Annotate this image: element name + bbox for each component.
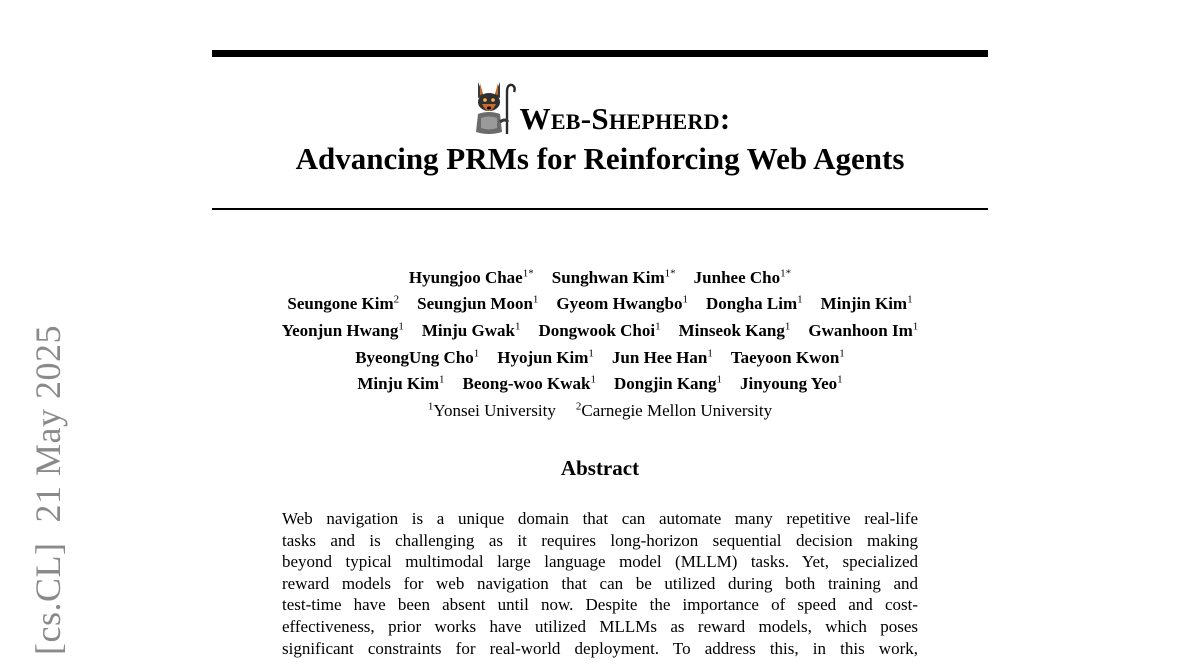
abstract-heading: Abstract — [560, 456, 640, 480]
author-name — [355, 348, 479, 367]
title-bottom-rule — [212, 208, 988, 210]
author-name-text: ByeongUng Cho — [355, 347, 474, 367]
author-name — [679, 321, 791, 340]
author-name-text: Taeyoon Kwon — [730, 347, 840, 367]
author-affiliation-mark: 1 — [837, 373, 843, 386]
author-affiliation-mark: 1 — [784, 320, 791, 333]
author-name-text: Seungjun Moon — [417, 294, 533, 314]
author-name — [612, 348, 713, 367]
author-name — [409, 268, 534, 287]
author-affiliation-mark: 1 — [912, 320, 919, 333]
author-name — [706, 294, 803, 313]
affiliation-mark: 2 — [575, 400, 582, 413]
affiliation-name: Yonsei University — [433, 400, 556, 420]
author-affiliation-mark: 1 — [707, 346, 713, 359]
abstract-line: effectiveness, prior works have utilized MLLMs as reward models, which poses — [282, 616, 918, 636]
author-affiliation-mark: 1 — [907, 293, 913, 306]
affiliation-name: Carnegie Mellon University — [581, 400, 773, 420]
author-name-text: Hyungjoo Chae — [408, 267, 523, 287]
author-affiliation-mark: 1 — [514, 320, 521, 333]
abstract-line: significant constraints for real-world deployment. To address this, in this work, — [282, 638, 918, 658]
author-affiliation-mark: 1* — [522, 267, 534, 279]
author-name — [287, 294, 399, 313]
author-name-text: Hyojun Kim — [497, 347, 589, 367]
author-name-text: Junhee Cho — [693, 267, 781, 287]
author-name — [538, 321, 660, 340]
author-affiliation-mark: 1 — [473, 346, 480, 359]
author-row — [212, 342, 988, 369]
author-affiliation-mark: 1 — [797, 293, 803, 306]
author-name-text: Beong-woo Kwak — [462, 374, 591, 394]
shepherd-dog-mascot-icon — [470, 78, 516, 136]
author-affiliation-mark: 1* — [780, 267, 792, 279]
author-name-text: Gwanhoon Im — [808, 320, 913, 340]
affiliation — [576, 401, 772, 420]
author-row — [212, 315, 988, 342]
title-top-rule — [212, 50, 988, 57]
abstract-line: test-time have been absent until now. Despite the importance of speed and cost- — [282, 595, 918, 615]
author-name-text: Seungone Kim — [287, 294, 394, 314]
author-name-text: Jun Hee Han — [611, 347, 708, 367]
author-name — [282, 321, 404, 340]
author-list — [212, 262, 988, 422]
author-name — [614, 374, 722, 393]
author-name-text: Minju Gwak — [421, 320, 515, 340]
author-name-text: Dongha Lim — [706, 294, 798, 314]
abstract-line: tasks and is challenging as it requires long-horizon sequential decision making — [282, 530, 918, 550]
author-affiliation-mark: 1* — [664, 267, 676, 279]
author-row — [212, 369, 988, 396]
author-affiliation-mark: 1 — [532, 293, 539, 306]
author-affiliation-mark: 2 — [393, 293, 400, 306]
author-name — [357, 374, 444, 393]
author-row — [212, 262, 988, 289]
author-name-text: Sunghwan Kim — [551, 267, 665, 287]
arxiv-stamp — [27, 315, 69, 665]
arxiv-category: [cs.CL] — [28, 542, 68, 655]
author-name-text: Minju Kim — [357, 374, 440, 394]
paper-title — [212, 74, 988, 176]
author-name — [556, 294, 688, 313]
abstract-line: reward models for web navigation that can be utilized during both training and — [282, 573, 918, 593]
title-subtitle: Advancing PRMs for Reinforcing Web Agents — [295, 141, 905, 176]
author-name — [694, 268, 791, 287]
author-name — [552, 268, 676, 287]
affiliations — [212, 395, 988, 422]
title-name: Web-Shepherd: — [519, 101, 731, 136]
author-affiliation-mark: 1 — [655, 320, 661, 333]
author-name — [422, 321, 521, 340]
author-name — [808, 321, 918, 340]
author-name-text: Dongjin Kang — [614, 374, 717, 394]
author-name-text: Minjin Kim — [820, 294, 908, 314]
author-name — [497, 348, 594, 367]
author-name-text: Jinyoung Yeo — [740, 374, 838, 394]
author-affiliation-mark: 1 — [590, 373, 597, 386]
author-affiliation-mark: 1 — [398, 320, 404, 333]
author-affiliation-mark: 1 — [716, 373, 723, 386]
abstract-line: Web navigation is a unique domain that can automate many repetitive real-life — [282, 509, 918, 528]
author-name-text: Yeonjun Hwang — [281, 320, 399, 340]
author-affiliation-mark: 1 — [588, 346, 594, 359]
author-affiliation-mark: 1 — [682, 293, 688, 306]
abstract-line: beyond typical multimodal large language model (MLLM) tasks. Yet, specialized — [282, 552, 918, 572]
author-affiliation-mark: 1 — [439, 373, 445, 386]
arxiv-date: 21 May 2025 — [28, 325, 68, 523]
author-name-text: Gyeom Hwangbo — [556, 294, 683, 314]
author-affiliation-mark: 1 — [839, 346, 845, 359]
author-name-text: Dongwook Choi — [538, 320, 656, 340]
author-name — [463, 374, 596, 393]
author-name-text: Minseok Kang — [678, 320, 785, 340]
author-name — [417, 294, 538, 313]
author-name — [740, 374, 843, 393]
abstract-body — [282, 508, 918, 659]
affiliation — [428, 401, 556, 420]
author-name — [821, 294, 913, 313]
author-name — [731, 348, 845, 367]
author-row — [212, 289, 988, 316]
affiliation-mark: 1 — [427, 400, 434, 413]
